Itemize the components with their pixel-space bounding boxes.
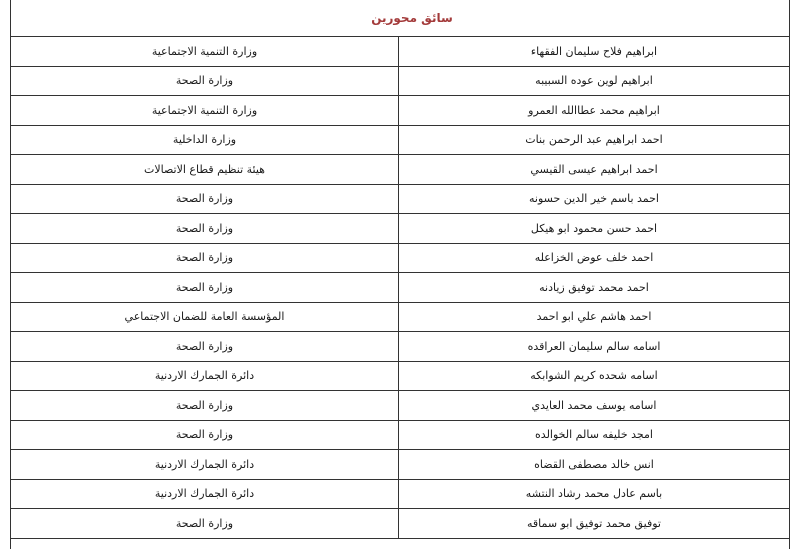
employee-name-cell: توفيق محمد توفيق ابو سماقه [399, 509, 790, 539]
employee-name-cell: امجد خليفه سالم الخوالده [399, 420, 790, 450]
employee-name-cell: احمد باسم خير الدين حسونه [399, 184, 790, 214]
ministry-cell: وزارة الصحة [11, 214, 399, 244]
employee-name-cell: اسامه يوسف محمد العايدي [399, 391, 790, 421]
ministry-cell: دائرة الجمارك الاردنية [11, 361, 399, 391]
ministry-cell: وزارة الصحة [11, 420, 399, 450]
ministry-cell: وزارة الصحة [11, 509, 399, 539]
ministry-cell: وزارة الصحة [11, 66, 399, 96]
table-body [11, 37, 789, 538]
employee-table [11, 37, 789, 539]
table-title: سائق محورين [371, 11, 453, 25]
table-row [11, 420, 789, 450]
table-row [11, 184, 789, 214]
table-row [11, 37, 789, 66]
table-row [11, 155, 789, 185]
employee-name-cell: باسم عادل محمد رشاد النتشه [399, 479, 790, 509]
table-row [11, 214, 789, 244]
employee-name-cell: احمد ابراهيم عبد الرحمن بنات [399, 125, 790, 155]
document-page [10, 0, 790, 549]
employee-name-cell: ابراهيم لوين عوده السبيبه [399, 66, 790, 96]
employee-name-cell: انس خالد مصطفى القضاه [399, 450, 790, 480]
ministry-cell: المؤسسة العامة للضمان الاجتماعي [11, 302, 399, 332]
title-row [11, 0, 789, 37]
ministry-cell: وزارة الصحة [11, 184, 399, 214]
ministry-cell: وزارة الصحة [11, 332, 399, 362]
ministry-cell: وزارة التنمية الاجتماعية [11, 37, 399, 66]
employee-name-cell: احمد هاشم علي ابو احمد [399, 302, 790, 332]
ministry-cell: وزارة الصحة [11, 391, 399, 421]
employee-name-cell: احمد حسن محمود ابو هيكل [399, 214, 790, 244]
table-row [11, 243, 789, 273]
ministry-cell: هيئة تنظيم قطاع الاتصالات [11, 155, 399, 185]
ministry-cell: دائرة الجمارك الاردنية [11, 450, 399, 480]
ministry-cell: دائرة الجمارك الاردنية [11, 479, 399, 509]
table-row [11, 509, 789, 539]
table-row [11, 391, 789, 421]
table-row [11, 332, 789, 362]
table-row [11, 125, 789, 155]
ministry-cell: وزارة الداخلية [11, 125, 399, 155]
employee-name-cell: ابراهيم فلاح سليمان الفقهاء [399, 37, 790, 66]
table-row [11, 361, 789, 391]
table-row [11, 96, 789, 126]
table-row [11, 302, 789, 332]
table-row [11, 66, 789, 96]
ministry-cell: وزارة الصحة [11, 273, 399, 303]
employee-name-cell: احمد خلف عوض الخزاعله [399, 243, 790, 273]
employee-name-cell: اسامه شحده كريم الشوابكه [399, 361, 790, 391]
employee-name-cell: احمد ابراهيم عيسى القيسي [399, 155, 790, 185]
employee-name-cell: احمد محمد توفيق زيادنه [399, 273, 790, 303]
table-row [11, 479, 789, 509]
employee-name-cell: اسامه سالم سليمان العراقده [399, 332, 790, 362]
table-row [11, 450, 789, 480]
employee-name-cell: ابراهيم محمد عطاالله العمرو [399, 96, 790, 126]
table-row [11, 273, 789, 303]
ministry-cell: وزارة التنمية الاجتماعية [11, 96, 399, 126]
ministry-cell: وزارة الصحة [11, 243, 399, 273]
